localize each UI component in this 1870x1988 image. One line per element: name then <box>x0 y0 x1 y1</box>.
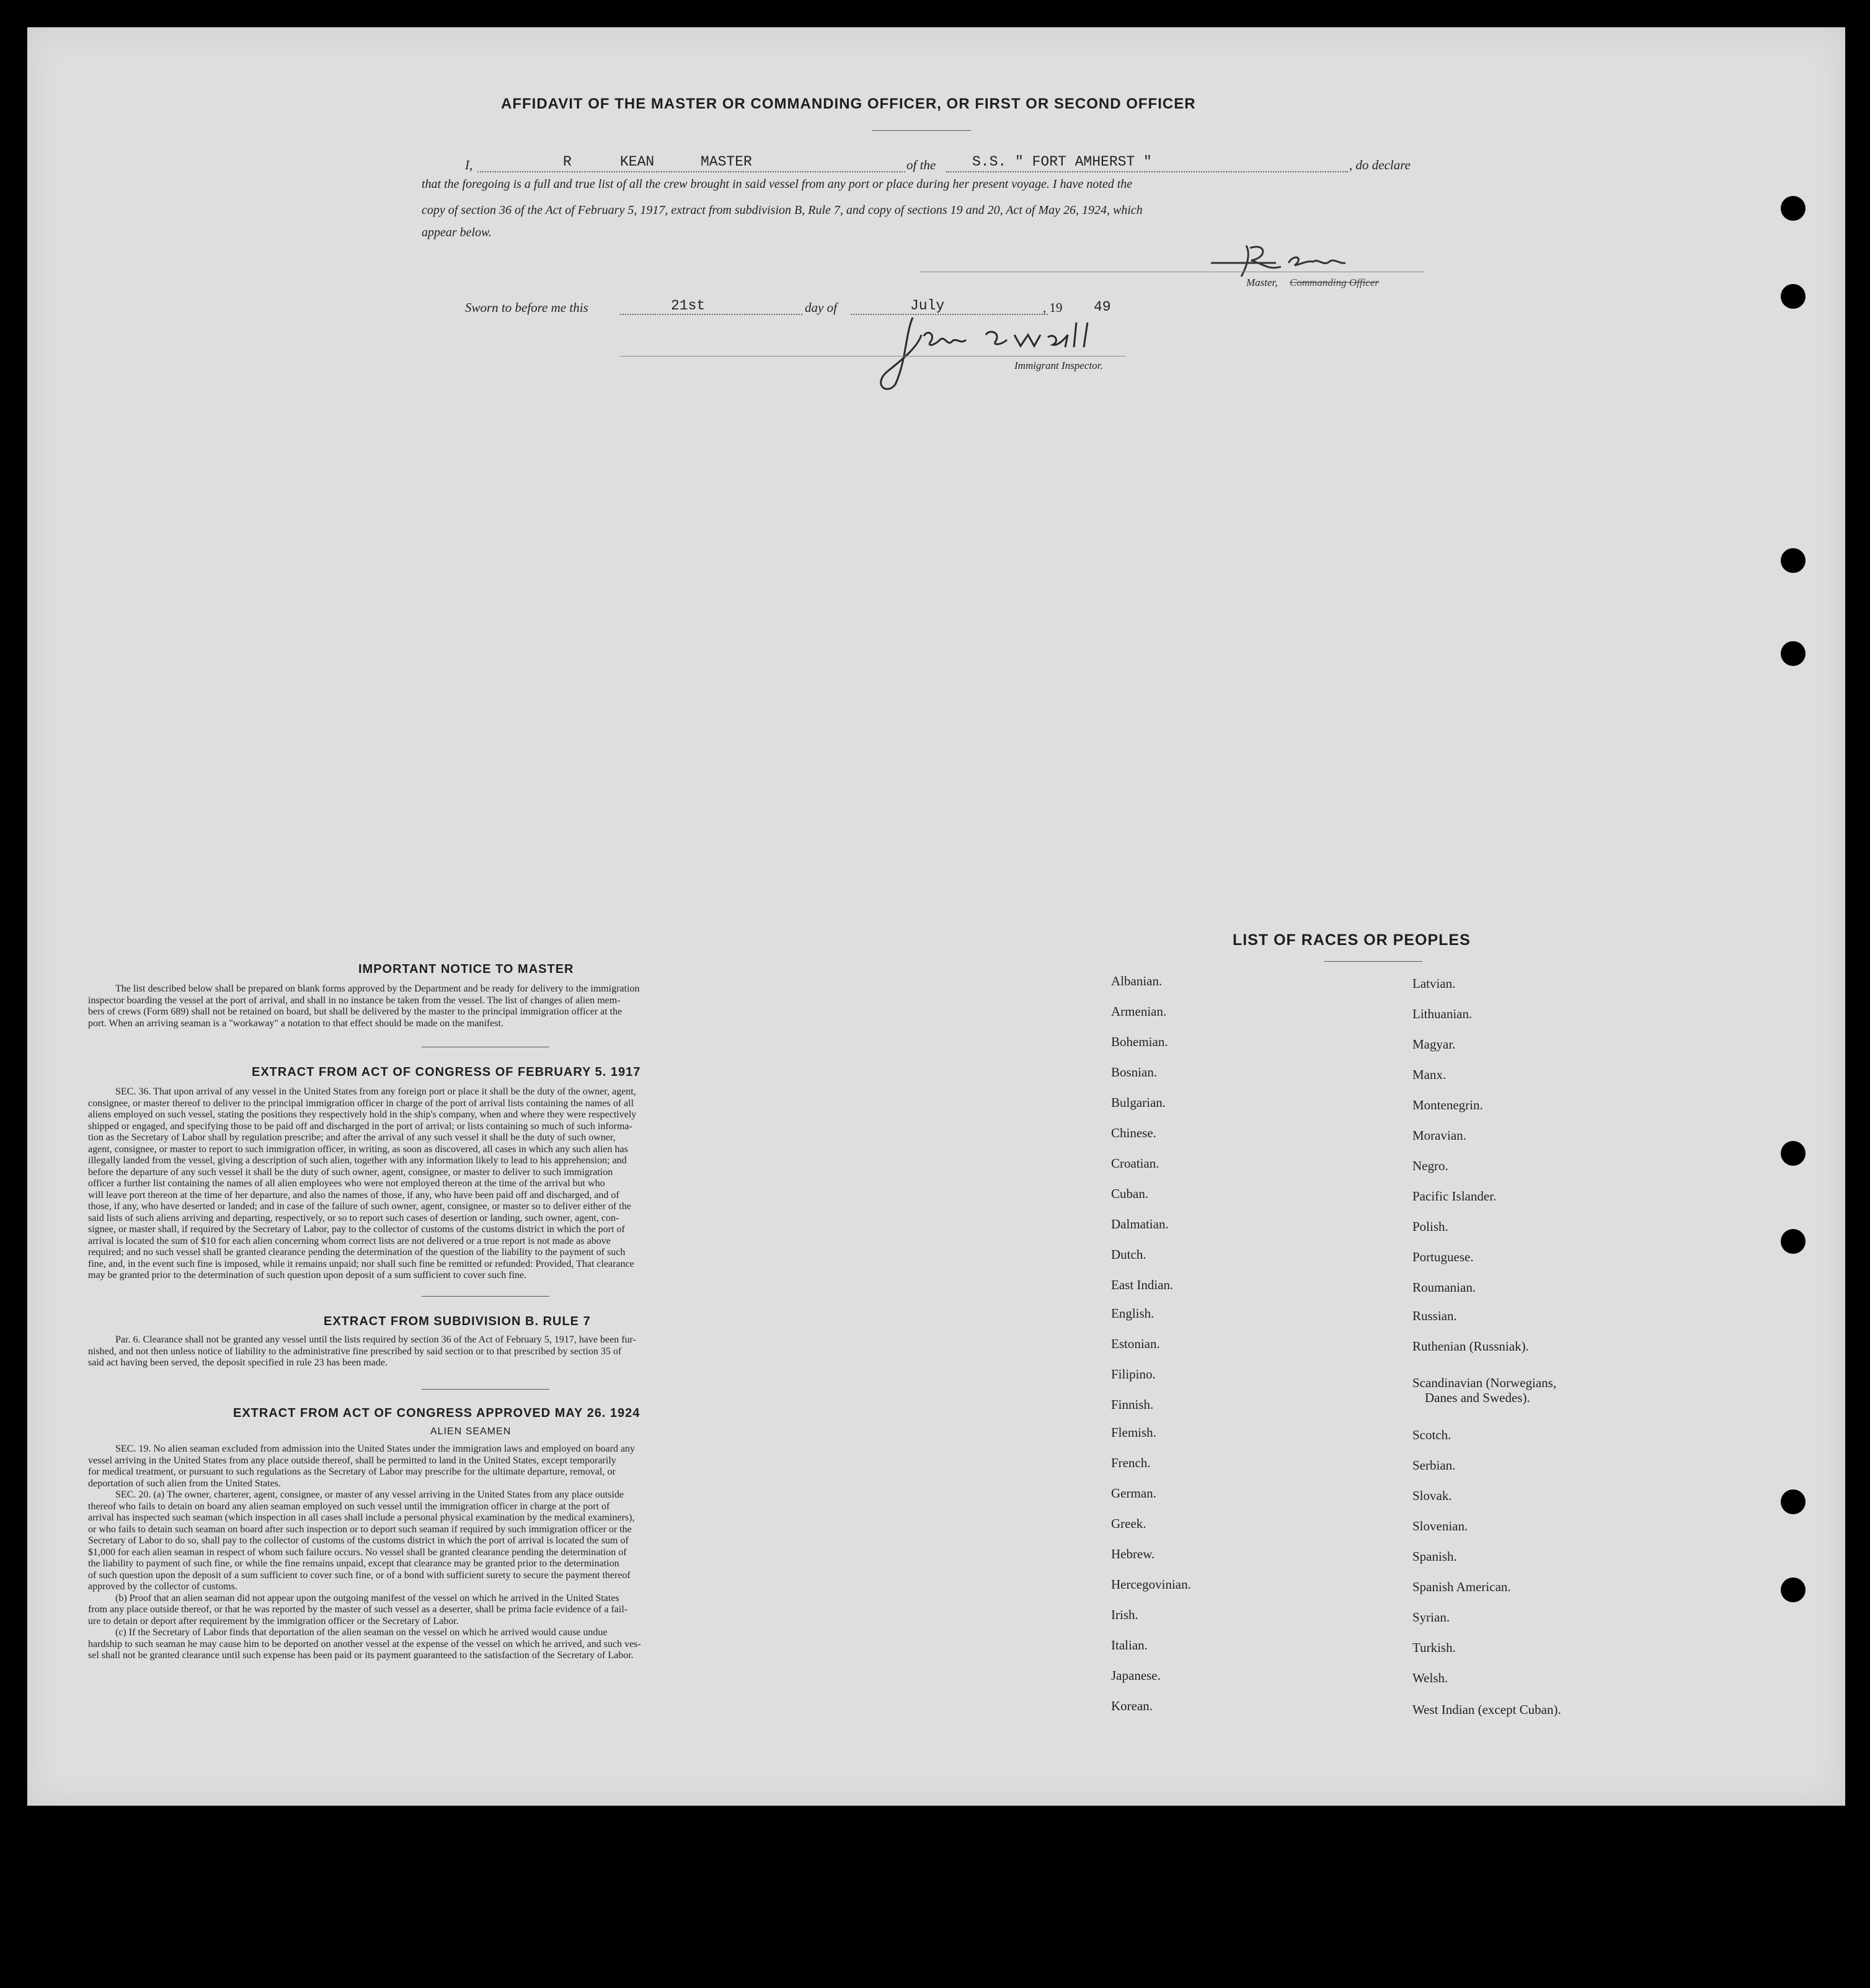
body-line: before the departure of any such vessel it shall be the duty of such owner, agent, consignee, or master to deliver to such immigration <box>88 1166 613 1178</box>
master-caption: Master, <box>1246 277 1278 288</box>
body-line: for medical treatment, or pursuant to such regulations as the Secretary of Labor may prescribe for the ultimate departure, removal, or <box>88 1467 616 1477</box>
race-item: Manx. <box>1412 1067 1447 1082</box>
body-line: arrival has inspected such seaman (which inspection in all cases shall include a personal physical examination by the medical examiners), <box>88 1512 635 1523</box>
race-item: Finnish. <box>1111 1397 1154 1412</box>
race-item: Croatian. <box>1111 1156 1159 1171</box>
race-item: Bulgarian. <box>1111 1095 1166 1110</box>
divider <box>872 130 971 131</box>
notice-line: port. When an arriving seaman is a "workaway" a notation to that effect should be made on the manifest. <box>88 1018 504 1029</box>
vessel-name: S.S. " FORT AMHERST " <box>972 154 1152 170</box>
body-line: approved by the collector of customs. <box>88 1581 237 1592</box>
month-value: July <box>910 298 945 314</box>
declaration-line: appear below. <box>422 226 492 239</box>
body-line: required; and no such vessel shall be granted clearance pending the determination of the question of the liability to the payment of such <box>88 1247 626 1258</box>
body-line: nished, and not then unless notice of liability to the administrative fine prescribed by said section or to that prescribed by section 35 of <box>88 1346 622 1357</box>
extract-1917-title: EXTRACT FROM ACT OF CONGRESS OF FEBRUARY 5. 1917 <box>252 1065 641 1079</box>
race-item: Spanish. <box>1412 1549 1457 1564</box>
of-the-label: of the <box>906 158 936 172</box>
race-item: Danes and Swedes). <box>1425 1390 1530 1405</box>
race-item: Chinese. <box>1111 1125 1156 1140</box>
race-item: Polish. <box>1412 1219 1448 1234</box>
race-item: West Indian (except Cuban). <box>1412 1702 1561 1717</box>
race-item: Portuguese. <box>1412 1249 1474 1264</box>
body-line: $1,000 for each alien seaman in respect of whom such failure occurs. No vessel shall be granted clearance pending the determination of <box>88 1546 627 1558</box>
body-line: (b) Proof that an alien seaman did not appear upon the outgoing manifest of the vessel on which he arrived in the United States <box>115 1592 619 1604</box>
binder-hole <box>1781 1489 1806 1514</box>
body-line: Secretary of Labor to do so, shall pay to the collector of customs of the customs district in which the port of arrival is located the sum of <box>88 1535 629 1546</box>
vessel-line <box>946 171 1348 172</box>
binder-hole <box>1781 1229 1806 1254</box>
race-item: French. <box>1111 1455 1151 1470</box>
body-line: tion as the Secretary of Labor shall by regulation prescribe; and after the arrival of any such vessel it shall be the duty of such owner, <box>88 1132 616 1143</box>
body-line: agent, consignee, or master to report to such immigration officer, in writing, as soon as discovered, all cases in which any such alien has <box>88 1143 628 1155</box>
race-item: Japanese. <box>1111 1668 1161 1683</box>
alien-seamen-subtitle: ALIEN SEAMEN <box>430 1426 512 1437</box>
body-line: from any place outside thereof, or that he was reported by the master of such vessel as a deserter, shall be prima facie evidence of a fail- <box>88 1604 628 1615</box>
subdivision-b-title: EXTRACT FROM SUBDIVISION B. RULE 7 <box>324 1315 591 1328</box>
race-item: Pacific Islander. <box>1412 1189 1497 1204</box>
day-of-label: day of <box>805 300 837 315</box>
body-line: ure to detain or deport after requirement by the immigration officer or the Secretary of Labor. <box>88 1615 459 1626</box>
race-item: Dalmatian. <box>1111 1217 1169 1231</box>
year-prefix: , 19 <box>1043 300 1063 315</box>
race-item: Turkish. <box>1412 1640 1456 1655</box>
race-item: Dutch. <box>1111 1247 1146 1262</box>
affidavit-title: AFFIDAVIT OF THE MASTER OR COMMANDING OFFICER, OR FIRST OR SECOND OFFICER <box>501 95 1196 112</box>
body-line: or who fails to detain such seaman on board after such inspection or to deport such seaman if required by such immigration officer or the <box>88 1524 632 1535</box>
extract-1924-body <box>88 1444 878 1662</box>
notice-line: inspector boarding the vessel at the port of arrival, and shall in no instance be taken from the vessel. The list of changes of alien mem- <box>88 995 621 1006</box>
race-item: Albanian. <box>1111 974 1163 988</box>
body-line: will leave port thereon at the time of her departure, and also the names of those, if any, who have been paid off and discharged, and of <box>88 1189 619 1200</box>
notice-body <box>88 983 878 1029</box>
race-item: Lithuanian. <box>1412 1006 1473 1021</box>
race-item: German. <box>1111 1486 1156 1501</box>
binder-hole <box>1781 1141 1806 1166</box>
sworn-label: Sworn to before me this <box>465 300 588 315</box>
body-line: consignee, or master thereof to deliver to the principal immigration officer in charge of the port of arrival lists containing the names of all <box>88 1098 634 1109</box>
body-line: those, if any, who have deserted or landed; and in case of the failure of such owner, agent, consignee, or master so to deliver either of the <box>88 1201 631 1212</box>
race-item: Bosnian. <box>1111 1065 1158 1080</box>
subdivision-b-body <box>88 1334 878 1369</box>
race-item: Flemish. <box>1111 1425 1156 1440</box>
body-line: vessel arriving in the United States from any place outside thereof, shall be permitted to land in the United States, except temporarily <box>88 1455 616 1466</box>
binder-hole <box>1781 548 1806 573</box>
inspector-signature-line <box>620 356 1126 357</box>
binder-hole <box>1781 284 1806 309</box>
body-line: SEC. 20. (a) The owner, charterer, agent, consignee, or master of any vessel arriving in the United States from any place outside <box>115 1489 624 1500</box>
rank: MASTER <box>701 154 752 170</box>
race-item: Slovenian. <box>1412 1519 1468 1533</box>
race-item: Korean. <box>1111 1698 1153 1713</box>
body-line: hardship to such seaman he may cause him to be deported on another vessel at the expense of the vessel on which he arrived, and such ves- <box>88 1638 641 1649</box>
race-item: Bohemian. <box>1111 1034 1168 1049</box>
body-line: illegally landed from the vessel, giving a description of such alien, together with any information likely to lead to his apprehension; and <box>88 1155 627 1166</box>
race-item: Italian. <box>1111 1638 1148 1653</box>
race-item: Negro. <box>1412 1158 1448 1173</box>
divider <box>422 1296 549 1297</box>
body-line: fine, and, in the event such fine is imposed, while it remains unpaid; nor shall such fine be remitted or refunded: Provided, That clearance <box>88 1258 634 1269</box>
race-item: Scandinavian (Norwegians, <box>1412 1375 1557 1390</box>
divider <box>422 1389 549 1390</box>
notice-title: IMPORTANT NOTICE TO MASTER <box>358 962 574 976</box>
race-item: Serbian. <box>1412 1458 1456 1473</box>
race-item: Welsh. <box>1412 1671 1448 1685</box>
race-item: Ruthenian (Russniak). <box>1412 1339 1529 1354</box>
inspector-caption: Immigrant Inspector. <box>1014 360 1103 371</box>
body-line: said lists of such aliens arriving and departing, respectively, or so to report such cases of desertion or landing, such owner, agent, con- <box>88 1212 619 1223</box>
year-value: 49 <box>1094 299 1111 315</box>
i-label: I, <box>465 158 473 172</box>
body-line: sel shall not be granted clearance until such expense has been paid or its payment guaranteed to the satisfaction of the Secretary of Labor. <box>88 1650 634 1661</box>
body-line: aliens employed on such vessel, stating the positions they respectively hold in the ship's company, when and where they were respectively <box>88 1109 637 1120</box>
name-line <box>477 171 905 172</box>
day-line <box>620 314 802 315</box>
body-line: (c) If the Secretary of Labor finds that deportation of the alien seaman on the vessel on which he arrived would cause undue <box>115 1627 608 1638</box>
race-item: Hebrew. <box>1111 1546 1155 1561</box>
body-line: arrival is located the sum of $10 for each alien concerning whom correct lists are not delivered or a true report is not made as above <box>88 1235 611 1246</box>
race-item: Moravian. <box>1412 1128 1466 1143</box>
body-line: said act having been served, the deposit specified in rule 23 has been made. <box>88 1357 388 1368</box>
body-line: signee, or master shall, if required by the Secretary of Labor, pay to the collector of customs of the customs district in which the port of <box>88 1224 625 1235</box>
races-title: LIST OF RACES OR PEOPLES <box>1233 931 1471 949</box>
race-item: Irish. <box>1111 1607 1138 1622</box>
declaration-line: that the foregoing is a full and true list of all the crew brought in said vessel from any port or place during her present voyage. I have noted the <box>422 177 1133 191</box>
race-item: Russian. <box>1412 1308 1457 1323</box>
master-struck-title: Commanding Officer <box>1290 277 1380 288</box>
race-item: Filipino. <box>1111 1367 1156 1382</box>
body-line: thereof who fails to detain on board any alien seaman employed on such vessel until the immigration officer in charge at the port of <box>88 1501 610 1512</box>
extract-1924-title: EXTRACT FROM ACT OF CONGRESS APPROVED MAY 26. 1924 <box>233 1406 640 1420</box>
race-item: Roumanian. <box>1412 1280 1476 1295</box>
inspector-signature-image <box>868 310 1104 397</box>
race-item: Scotch. <box>1412 1427 1451 1442</box>
divider <box>1324 961 1422 962</box>
body-line: SEC. 19. No alien seaman excluded from admission into the United States under the immigration laws and employed on board any <box>115 1444 636 1454</box>
body-line: deportation of such alien from the United States. <box>88 1478 281 1489</box>
race-item: Latvian. <box>1412 976 1456 991</box>
race-item: Montenegrin. <box>1412 1098 1483 1112</box>
race-item: East Indian. <box>1111 1277 1174 1292</box>
body-line: SEC. 36. That upon arrival of any vessel in the United States from any foreign port or place it shall be the duty of the owner, agent, <box>115 1086 636 1097</box>
body-line: shipped or engaged, and specifying those to be paid off and discharged in the port of arrival; or lists containing so much of such informa- <box>88 1120 632 1132</box>
declaration-line: copy of section 36 of the Act of February 5, 1917, extract from subdivision B, Rule 7, and copy of sections 19 and 20, Act of May 26, 1924, which <box>422 203 1143 217</box>
binder-hole <box>1781 1578 1806 1602</box>
body-line: the liability to payment of such fine, or while the fine remains unpaid, except that clearance may be granted prior to the determination <box>88 1558 619 1569</box>
binder-hole <box>1781 196 1806 221</box>
race-item: Armenian. <box>1111 1004 1167 1019</box>
race-item: Syrian. <box>1412 1610 1450 1625</box>
race-item: Slovak. <box>1412 1488 1452 1503</box>
race-item: English. <box>1111 1306 1154 1321</box>
day-value: 21st <box>671 298 706 314</box>
body-line: of such question upon the deposit of a sum sufficient to cover such fine, or of a bond with sufficient surety to secure the payment thereof <box>88 1569 631 1581</box>
notice-line: The list described below shall be prepared on blank forms approved by the Department and be ready for delivery to the immigration <box>115 983 640 994</box>
race-item: Hercegovinian. <box>1111 1577 1191 1592</box>
notice-line: bers of crews (Form 689) shall not be retained on board, but shall be delivered by the master to the principal immigration officer at the <box>88 1006 623 1017</box>
name-surname: KEAN <box>620 154 655 170</box>
body-line: may be granted prior to the determination of such question upon deposit of a sum sufficient to cover such fine. <box>88 1270 527 1280</box>
extract-1917-body <box>88 1086 878 1282</box>
race-item: Greek. <box>1111 1516 1146 1531</box>
race-item: Estonian. <box>1111 1336 1160 1351</box>
do-declare-label: , do declare <box>1349 158 1411 172</box>
body-line: Par. 6. Clearance shall not be granted any vessel until the lists required by section 36 of the Act of February 5, 1917, have been fur- <box>115 1334 636 1345</box>
body-line: officer a further list containing the names of all alien employees who were not employed thereon at the time of the arrival but who <box>88 1178 605 1189</box>
race-item: Cuban. <box>1111 1186 1149 1201</box>
race-item: Magyar. <box>1412 1037 1456 1052</box>
binder-hole <box>1781 641 1806 666</box>
name-initial: R <box>563 154 572 170</box>
race-item: Spanish American. <box>1412 1579 1511 1594</box>
